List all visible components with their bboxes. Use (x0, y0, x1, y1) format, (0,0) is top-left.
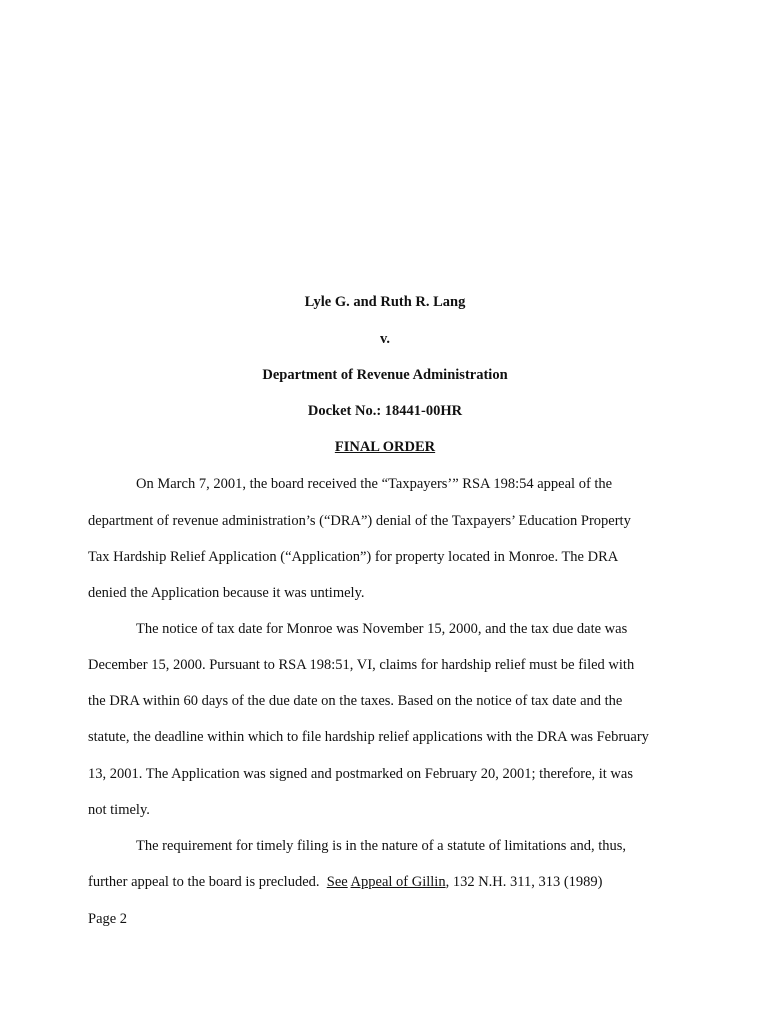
paragraph-2-line-3: the DRA within 60 days of the due date on the taxes. Based on the notice of tax date and the (88, 693, 623, 709)
paragraph-3-line-2-start: further appeal to the board is precluded. (88, 874, 327, 890)
citation-reference: , 132 N.H. 311, 313 (1989) (445, 874, 603, 890)
paragraph-2-line-4: statute, the deadline within which to file hardship relief applications with the DRA was February (88, 729, 649, 745)
paragraph-3-line-1: The requirement for timely filing is in the nature of a statute of limitations and, thus, (136, 838, 627, 854)
citation-see: See (326, 874, 348, 890)
party-names-2: Department of Revenue Administration (262, 367, 508, 383)
paragraph-2-line-5: 13, 2001. The Application was signed and postmarked on February 20, 2001; therefore, it was (88, 766, 633, 782)
party-names-1: Lyle G. and Ruth R. Lang (304, 294, 466, 310)
paragraph-2-line-1: The notice of tax date for Monroe was November 15, 2000, and the tax due date was (136, 621, 628, 637)
citation-case-name: Appeal of Gillin (350, 874, 446, 890)
docket-number: Docket No.: 18441-00HR (307, 403, 463, 419)
paragraph-2-line-2: December 15, 2000. Pursuant to RSA 198:51, VI, claims for hardship relief must be filed with (88, 657, 635, 673)
paragraph-1-line-1: On March 7, 2001, the board received the “Taxpayers’” RSA 198:54 appeal of the (136, 476, 613, 492)
paragraph-2-line-6: not timely. (88, 802, 150, 818)
versus-label: v. (379, 331, 391, 347)
paragraph-3-line-2 (88, 873, 688, 891)
document-title-text: FINAL ORDER (334, 439, 436, 455)
paragraph-1-line-4: denied the Application because it was untimely. (88, 585, 365, 601)
paragraph-1-line-2: department of revenue administration’s (“DRA”) denial of the Taxpayers’ Education Property (88, 513, 631, 529)
document-title (0, 438, 770, 456)
paragraph-1-line-3: Tax Hardship Relief Application (“Application”) for property located in Monroe. The DRA (88, 549, 619, 565)
page-number: Page 2 (88, 911, 128, 927)
